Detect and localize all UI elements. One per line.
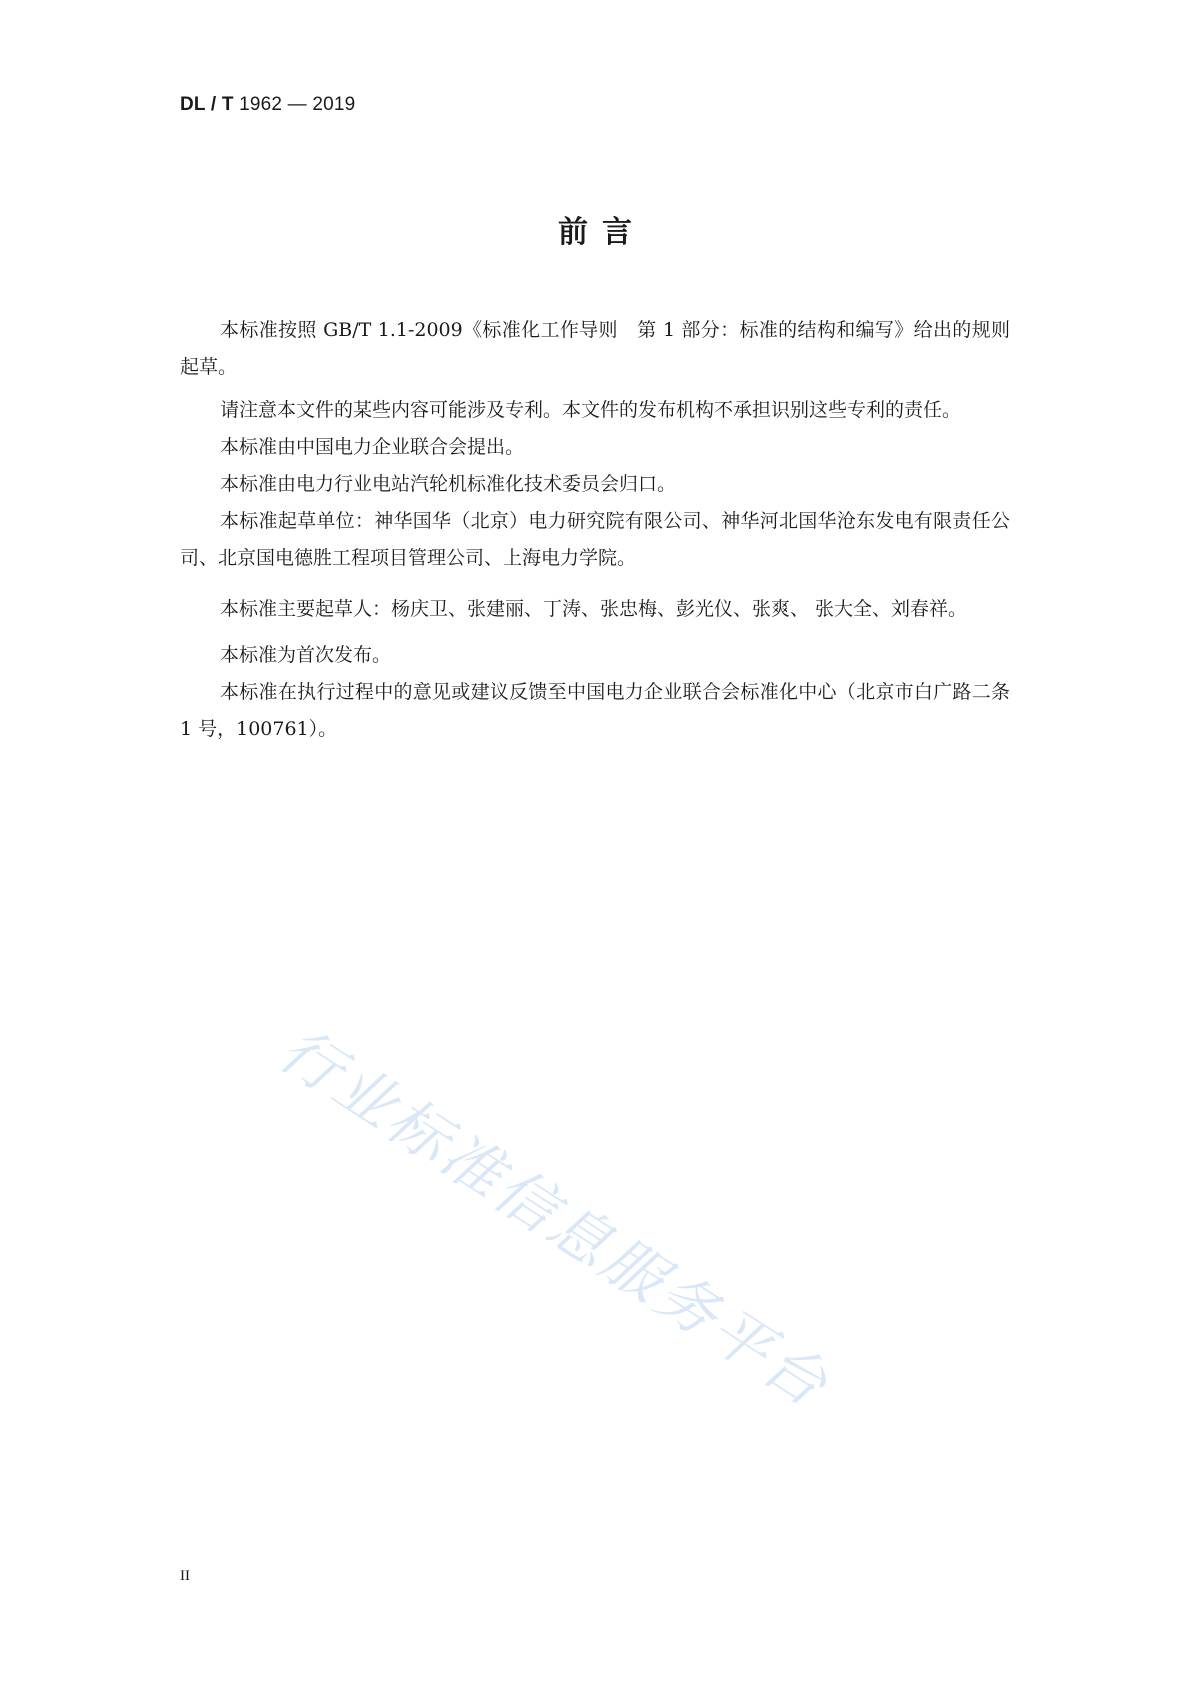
standard-code-number: 1962 — 2019 — [233, 94, 356, 115]
standard-code — [180, 94, 355, 116]
paragraph-proposer: 本标准由中国电力企业联合会提出。 — [220, 436, 525, 458]
paragraph-drafting-rules: 本标准按照 GB/T 1.1-2009《标准化工作导则 第 1 部分：标准的结构和编写》给出的规则起草。 — [180, 319, 1010, 378]
foreword-body — [180, 312, 1010, 748]
paragraph-drafters: 本标准主要起草人：杨庆卫、张建丽、丁涛、张忠梅、彭光仪、张爽、 张大全、刘春祥。 — [220, 598, 968, 620]
watermark: 行业标准信息服务平台 — [266, 1014, 842, 1423]
paragraph-first-release: 本标准为首次发布。 — [220, 644, 392, 666]
paragraph-feedback: 本标准在执行过程中的意见或建议反馈至中国电力企业联合会标准化中心（北京市白广路二条 1 号，100761）。 — [180, 681, 1010, 740]
paragraph-patent-notice: 请注意本文件的某些内容可能涉及专利。本文件的发布机构不承担识别这些专利的责任。 — [220, 399, 962, 421]
paragraph-technical-committee: 本标准由电力行业电站汽轮机标准化技术委员会归口。 — [220, 473, 677, 495]
standard-code-prefix: DL / T — [180, 94, 234, 115]
paragraph-drafting-units: 本标准起草单位：神华国华（北京）电力研究院有限公司、神华河北国华沧东发电有限责任公司、北京国电德胜工程项目管理公司、上海电力学院。 — [180, 510, 1010, 569]
page-number: II — [180, 1568, 190, 1584]
page-title: 前言 — [558, 215, 646, 250]
